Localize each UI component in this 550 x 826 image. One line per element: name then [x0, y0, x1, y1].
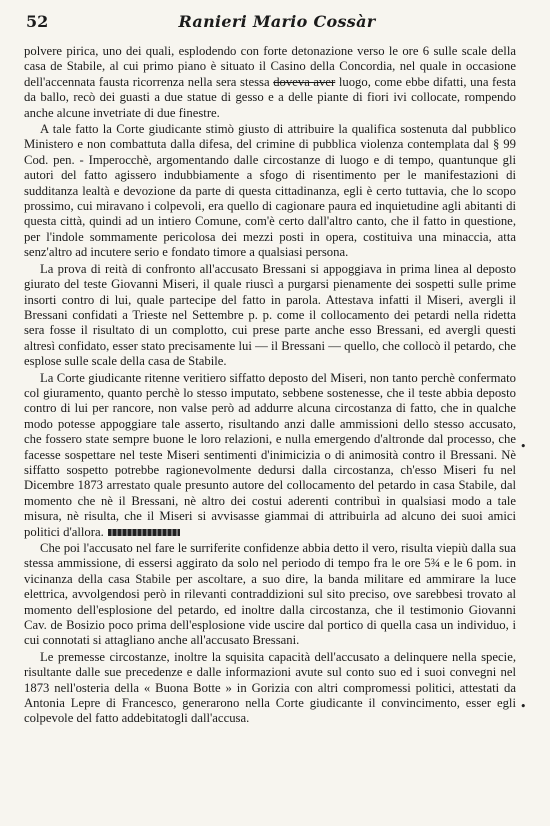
paragraph: polvere pirica, uno dei quali, esplodendo con forte detonazione verso le ore 6 sulle scale della casa de Stabile, al cui primo piano è situato il Casino della Concordia, nel quale in occasione dell'accennata fausta ricorrenza nella sera stessa doveva aver luogo, come ebbe difatti, una festa da ballo, recò dei guasti a due statue di gesso e a delle piante di fiori ivi collocate, rompendo anche alcune invetriate di due finestre.: [24, 44, 516, 120]
page-header: [26, 12, 528, 36]
page-number: 52: [26, 12, 49, 31]
paragraph: Le premesse circostanze, inoltre la squisita capacità dell'accusato a delinquere nella specie, risultante dalle sue precedenze e dalle informazioni avute sul conto suo ed i suoi convegni nel 1873 nell'osteria della « Buona Botte » in Gorizia con altri compromessi politici, attestati da Antonia Lepre di Francesco, generarono nella Corte giudicante il convincimento, esser egli colpevole del fatto addebitatogli dall'accusa.: [24, 649, 516, 726]
margin-dot-mark: •: [520, 700, 527, 713]
body-text: [24, 44, 516, 727]
struck-text: doveva aver: [273, 74, 336, 89]
paragraph: A tale fatto la Corte giudicante stimò giusto di attribuire la qualifica sostenuta dal pubblico Ministero e non combattuta dalla difesa, del crimine di pubblica violenza contemplata dal § 99 Cod. pen. - Imperocchè, argomentando dalle circostanze di luogo e di tempo, quantunque gli autori del fatto agissero indubbiamente a sfogo di risentimento per le manifestazioni di sudditanza lealtà e devozione da parte di questa cittadinanza, egli è certo tuttavia, che lo scopo prossimo, cui miravano i colpevoli, era quello di cagionare paura ed inquietudine agli abitanti di questa città, quindi ad un intiero Comune, com'è certo dall'altro canto, che il fatto in questione, per l'indole sommamente pericolosa dei mezzi posti in opera, costituiva una minaccia, atta senz'altro ad incutere serio e fondato timore a qualsiasi persona.: [24, 122, 516, 260]
paragraph: La Corte giudicante ritenne veritiero siffatto deposto del Miseri, non tanto perchè confermato col giuramento, quanto perchè lo stesso imputato, sebbene sostenesse, che il teste abbia deposto contro di lui per rancore, non valse però ad addurre alcuna circostanza di fatto, che in qualche modo potesse appoggiare tale asserto, risultando anzi dalle ammissioni dello stesso accusato, che fossero state sempre buone le loro relazioni, e nulla emergendo d'altronde dal processo, che facesse sospettare nel teste Miseri sentimenti d'inimicizia o di animosità contro il Bressani. Nè siffatto sospetto potrebbe ragionevolmente dedursi dalla circostanza, ch'esso Miseri fu nel Dicembre 1873 arrestato quale presunto autore del collocamento del petardo in casa Stabile, dal momento che nè il Bressani, nè altro dei costui aderenti contribuì in qualsiasi modo a tale misura, nè risulta, che il Miseri si avvisasse giammai di attribuirla ad alcuno dei suoi amici politici d'allora.: [24, 370, 516, 539]
paragraph: Che poi l'accusato nel fare le surriferite confidenze abbia detto il vero, risulta viepiù dalla sua stessa ammissione, di essersi aggirato da solo nel periodo di tempo fra le ore 5¾ e le 6 pom. in vicinanza della casa Stabile per ascoltare, a suo dire, la banda militare ed ammirare la luce elettrica, avvolgendosi però in rilevanti contraddizioni sul sito preciso, ove sarebbesi trovato al momento dell'esplosione del petardo, ed inoltre dalla circostanza, che il testimonio Giovanni Cav. de Bosizio poco prima dell'esplosione vide uscire dal portico di quella casa un individuo, i cui connotati si attagliano anche all'accusato Bressani.: [24, 541, 516, 648]
margin-dot-mark: •: [520, 440, 527, 453]
paragraph: La prova di reità di confronto all'accusato Bressani si appoggiava in prima linea al deposto giurato del teste Giovanni Miseri, il quale riuscì a purgarsi pienamente dei sospetti sulle prime insorti contro di lui, quale partecipe del fatto in parola. Attestava infatti il Miseri, avergli il Bressani confidati a Trieste nel Settembre p. p. come il collocamento dei petardi nella ridetta sera fosse il risultato di un complotto, cui prese parte anche esso Bressani, ed avergli questi altresì confidato, esser stato precisamente lui — il Bressani — quello, che collocò il petardo, che esplose sulle scale della casa de Stabile.: [24, 261, 516, 369]
running-head: Ranieri Mario Cossàr: [178, 12, 376, 31]
ink-blot: [108, 529, 180, 536]
